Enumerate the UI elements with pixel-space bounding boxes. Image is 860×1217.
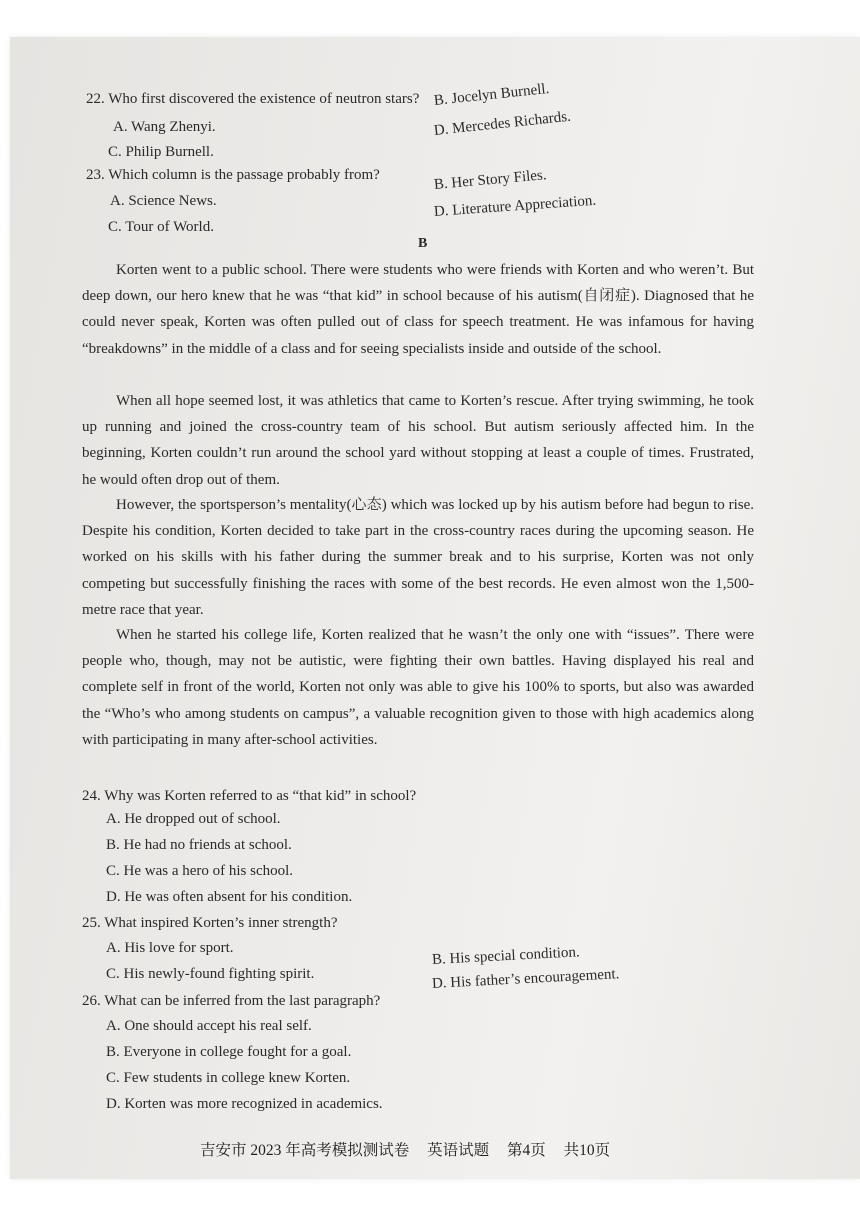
passage-paragraph-3: However, the sportsperson’s mentality(心态) which was locked up by his autism before had begun to rise. Despite his condition, Korten decided to take part in the cross-country races during the upcoming season. He worked on his skills with his father during the summer break and to his surprise, Korten was not only competing but successfully finishing the races with some of the best records. He even almost won the 1,500-metre race that year. bbox=[82, 497, 754, 618]
question-25-option-d: D. His father’s encouragement. bbox=[431, 966, 620, 992]
question-23-option-c: C. Tour of World. bbox=[108, 219, 214, 235]
question-25-stem: 25. What inspired Korten’s inner strength? bbox=[82, 915, 338, 931]
question-25-option-b: B. His special condition. bbox=[431, 944, 581, 968]
passage-paragraph-2: When all hope seemed lost, it was athletics that came to Korten’s rescue. After trying swimming, he took up running and joined the cross-country team of his school. But autism seriously affected him. In the beginning, Korten couldn’t run around the school yard without stopping at least a couple of times. Frustrated, he would often drop out of them. bbox=[82, 393, 754, 488]
question-24-option-b: B. He had no friends at school. bbox=[106, 837, 292, 853]
question-22-option-b: B. Jocelyn Burnell. bbox=[433, 80, 551, 109]
question-26-option-b: B. Everyone in college fought for a goal. bbox=[106, 1044, 352, 1060]
question-22-option-a: A. Wang Zhenyi. bbox=[113, 119, 216, 135]
question-24-option-c: C. He was a hero of his school. bbox=[106, 863, 294, 879]
question-23-option-a: A. Science News. bbox=[110, 193, 217, 209]
section-b-heading: B bbox=[418, 236, 428, 251]
question-23-option-b: B. Her Story Files. bbox=[433, 167, 548, 193]
question-24-option-d: D. He was often absent for his condition. bbox=[106, 889, 353, 905]
page-footer bbox=[200, 1138, 624, 1160]
footer-page-number: 第4页 bbox=[507, 1142, 546, 1159]
question-26-option-c: C. Few students in college knew Korten. bbox=[106, 1070, 351, 1086]
question-22-option-c: C. Philip Burnell. bbox=[108, 144, 214, 160]
footer-total-pages: 共10页 bbox=[563, 1142, 611, 1159]
passage-paragraph-4: When he started his college life, Korten realized that he wasn’t the only one with “issues”. There were people who, though, may not be autistic, were fighting their own battles. Having displayed his real and complete self in front of the world, Korten not only was able to give his 100% to sports, but also was awarded the “Who’s who among students on campus”, a valuable recognition given to those with high academics along with participating in many after-school activities. bbox=[82, 627, 754, 748]
question-26-option-a: A. One should accept his real self. bbox=[106, 1018, 312, 1034]
footer-subject: 英语试题 bbox=[427, 1142, 490, 1159]
question-26-stem: 26. What can be inferred from the last paragraph? bbox=[82, 993, 381, 1009]
question-26-option-d: D. Korten was more recognized in academics. bbox=[106, 1096, 383, 1112]
question-24-option-a: A. He dropped out of school. bbox=[106, 811, 281, 827]
question-23-option-d: D. Literature Appreciation. bbox=[433, 192, 597, 220]
passage-paragraph-1: Korten went to a public school. There were students who were friends with Korten and who weren’t. But deep down, our hero knew that he was “that kid” in school because of his autism(自闭症). Diagnosed that he could never speak, Korten was often pulled out of class for speech treatment. He was infamous for having “breakdowns” in the middle of a class and for seeing specialists inside and outside of the school. bbox=[82, 262, 754, 357]
question-24-stem: 24. Why was Korten referred to as “that kid” in school? bbox=[82, 788, 417, 804]
question-22-stem: 22. Who first discovered the existence of neutron stars? bbox=[86, 91, 420, 107]
question-22-option-d: D. Mercedes Richards. bbox=[433, 108, 572, 139]
question-23-stem: 23. Which column is the passage probably from? bbox=[86, 167, 380, 183]
question-25-option-c: C. His newly-found fighting spirit. bbox=[106, 966, 315, 982]
footer-exam-title: 吉安市 2023 年高考模拟测试卷 bbox=[200, 1142, 410, 1159]
question-25-option-a: A. His love for sport. bbox=[106, 940, 234, 956]
